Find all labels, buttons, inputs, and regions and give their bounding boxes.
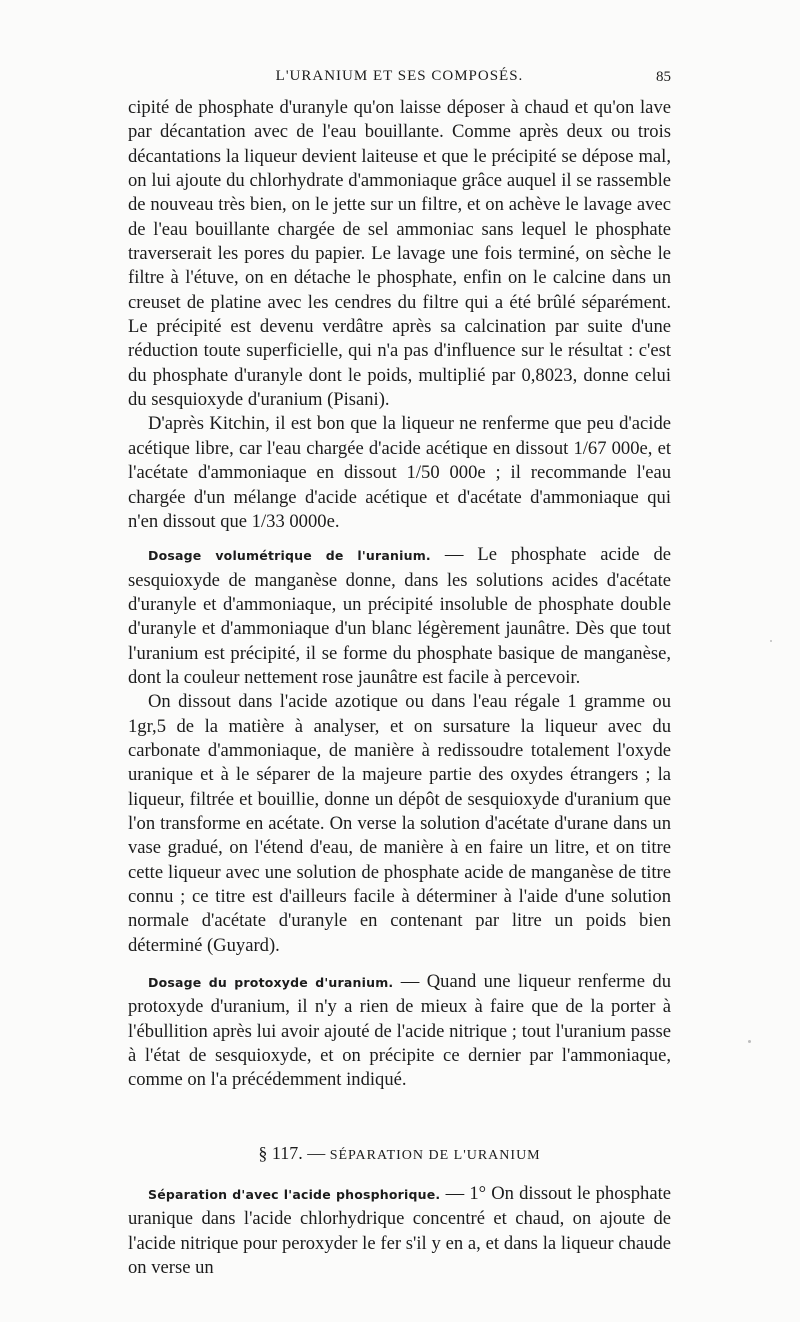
runin-heading: Séparation d'avec l'acide phosphorique. [148, 1187, 441, 1203]
runin-heading: Dosage volumétrique de l'uranium. [148, 548, 431, 564]
paragraph-dosage-protoxyde [128, 970, 671, 1093]
running-title: L'URANIUM ET SES COMPOSÉS. [275, 68, 524, 84]
section-heading [128, 1141, 671, 1168]
page-number: 85 [656, 69, 671, 85]
paper-speck [748, 1040, 751, 1043]
runin-heading: Dosage du protoxyde d'uranium. [148, 975, 394, 991]
paragraph-dosage-volumetrique [128, 543, 671, 690]
paragraph-text: — Quand une liqueur renferme du protoxyde d'uranium, il n'y a rien de mieux à faire que de la porter à l'ébullition après lui avoir ajouté de l'acide nitrique ; tout l'uranium passe à l'état de sesquioxyde, et on précipite ce dernier par l'ammoniaque, comme on l'a précédemment indiqué. [128, 971, 671, 1091]
section-number: § 117. — [258, 1142, 326, 1163]
paper-speck [770, 640, 772, 642]
paragraph-method: On dissout dans l'acide azotique ou dans l'eau régale 1 gramme ou 1gr,5 de la matière à analyser, et on sursature la liqueur avec du carbonate d'ammoniaque, de manière à redissoudre totalement l'oxyde uranique et à le séparer de la majeure partie des oxydes étrangers ; la liqueur, filtrée et bouillie, donne un dépôt de sesquioxyde d'uranium que l'on transforme en acétate. On verse la solution d'acétate d'urane dans un vase gradué, on l'étend d'eau, de manière à en faire un litre, et on titre cette liqueur avec une solution de phosphate acide de manganèse de titre connu ; ce titre est d'ailleurs facile à déterminer à l'aide d'une solution normale d'acétate d'uranyle en contenant par litre un poids bien déterminé (Guyard). [128, 691, 671, 956]
body-text [128, 96, 671, 1280]
paragraph-text: — 1° On dissout le phosphate uranique dans l'acide chlorhydrique concentré et chaud, on ajoute de l'acide nitrique pour peroxyder le fer s'il y en a, et dans la liqueur chaude on verse un [128, 1183, 671, 1279]
paragraph-continuation: cipité de phosphate d'uranyle qu'on laisse déposer à chaud et qu'on lave par décantation avec de l'eau bouillante. Comme après deux ou trois décantations la liqueur devient laiteuse et que le précipité se dépose mal, on lui ajoute du chlorhydrate d'ammoniaque grâce auquel il se rassemble de nouveau très bien, on le jette sur un filtre, et on achève le lavage avec de l'eau bouillante chargée de sel ammoniac sans lequel le phosphate traverserait les pores du papier. Le lavage une fois terminé, on sèche le filtre à l'étuve, on en détache le phosphate, enfin on le calcine dans un creuset de platine avec les cendres du filtre qui a été brûlé séparément. Le précipité est devenu verdâtre après sa calcination par suite d'une réduction toute superficielle, qui n'a pas d'influence sur le résultat : c'est du phosphate d'uranyle dont le poids, multiplié par 0,8023, donne celui du sesquioxyde d'uranium (Pisani). [128, 97, 671, 411]
page-header [128, 66, 671, 90]
section-title: SÉPARATION DE L'URANIUM [329, 1147, 541, 1163]
paragraph-text: — Le phosphate acide de sesquioxyde de manganèse donne, dans les solutions acides d'acétate d'uranyle et d'ammoniaque, un précipité insoluble de phosphate double d'uranyle et d'ammoniaque d'un blanc légèrement jaunâtre. Dès que tout l'uranium est précipité, il se forme du phosphate basique de manganèse, dont la couleur nettement rose jaunâtre est facile à percevoir. [128, 544, 672, 688]
paragraph-separation [128, 1182, 671, 1280]
paragraph-kitchin: D'après Kitchin, il est bon que la liqueur ne renferme que peu d'acide acétique libre, car l'eau chargée d'acide acétique en dissout 1/67 000e, et l'acétate d'ammoniaque en dissout 1/50 000e ; il recommande l'eau chargée d'un mélange d'acide acétique et d'acétate d'ammoniaque qui n'en dissout que 1/33 0000e. [128, 413, 671, 532]
